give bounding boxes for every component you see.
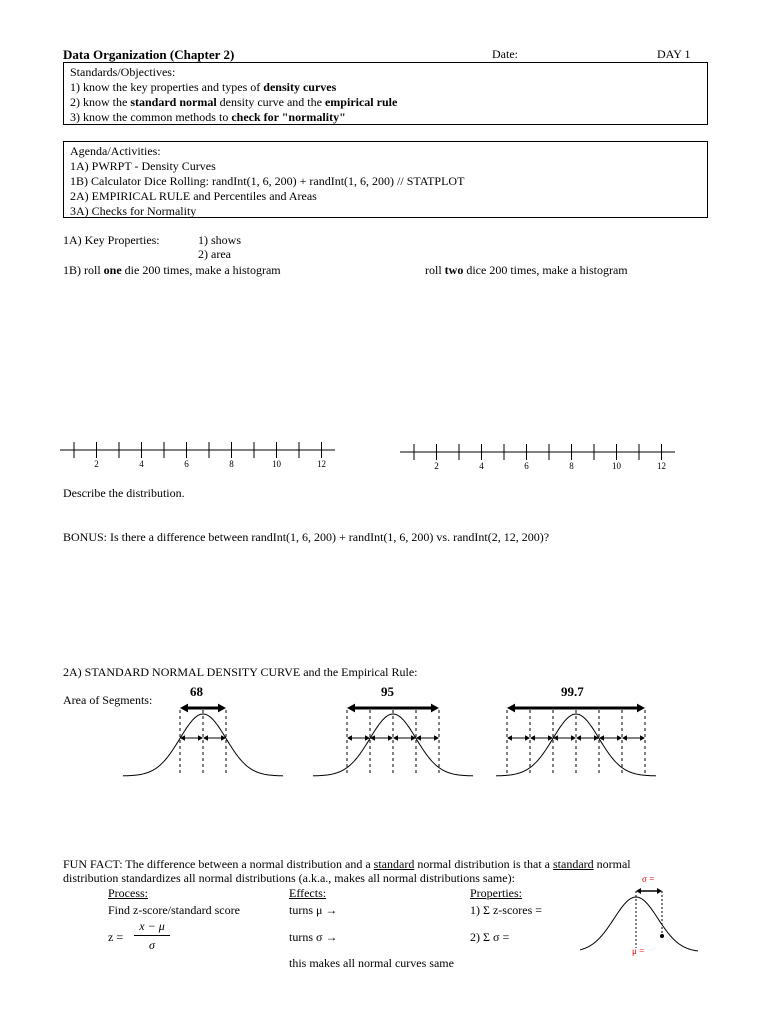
normal-curve-68: [108, 700, 298, 780]
normal-curve-95: [298, 700, 488, 780]
key-properties-label: 1A) Key Properties:: [63, 233, 160, 247]
mu-label: μ =: [632, 946, 645, 956]
fraction-bar: [134, 935, 170, 936]
fun-fact-line-2: distribution standardizes all normal distributions (a.k.a., makes all normal distributions same):: [63, 871, 515, 885]
find-z-score: Find z-score/standard score: [108, 903, 240, 917]
describe-prompt: Describe the distribution.: [63, 486, 185, 500]
z-denominator: σ: [149, 938, 155, 952]
area-of-segments-label: Area of Segments:: [63, 693, 153, 707]
roll-two-label: roll two dice 200 times, make a histogram: [425, 263, 628, 277]
properties-heading: Properties:: [470, 886, 522, 900]
tick-label: 2: [434, 461, 439, 471]
agenda-box: [63, 141, 708, 218]
standards-heading: Standards/Objectives:: [70, 65, 176, 79]
tick-label: 8: [569, 461, 574, 471]
number-line-two-dice: [400, 435, 690, 475]
agenda-heading: Agenda/Activities:: [70, 144, 161, 158]
standards-box: [63, 62, 708, 125]
sigma-label: σ =: [642, 874, 655, 884]
section-2a-heading: 2A) STANDARD NORMAL DENSITY CURVE and the Empirical Rule:: [63, 665, 418, 679]
standard-item-2: 2) know the standard normal density curve and the empirical rule: [70, 95, 398, 109]
tick-label: 8: [229, 459, 234, 469]
agenda-item: 2A) EMPIRICAL RULE and Percentiles and Areas: [70, 189, 317, 203]
standard-item-1: 1) know the key properties and types of density curves: [70, 80, 337, 94]
property-1: 1) Σ z-scores =: [470, 903, 543, 917]
day-label: DAY 1: [657, 47, 691, 61]
turns-sigma: turns σ →: [289, 930, 338, 944]
tick-label: 2: [94, 459, 99, 469]
agenda-item: 1B) Calculator Dice Rolling: randInt(1, 6, 200) + randInt(1, 6, 200) // STATPLOT: [70, 174, 465, 188]
property-2: 2) Σ σ =: [470, 930, 510, 944]
tick-label: 6: [184, 459, 189, 469]
tick-label: 6: [524, 461, 529, 471]
effects-heading: Effects:: [289, 886, 327, 900]
percent-95: 95: [381, 684, 394, 699]
fun-fact-line-1: FUN FACT: The difference between a normal distribution and a standard normal distribution is that a standard normal: [63, 857, 631, 871]
percent-68: 68: [190, 684, 203, 699]
agenda-item: 3A) Checks for Normality: [70, 204, 197, 218]
tick-label: 10: [612, 461, 621, 471]
percent-99-7: 99.7: [561, 684, 584, 699]
normal-curve-99-7: [481, 700, 671, 780]
tick-label: 4: [139, 459, 144, 469]
key-property-1: 1) shows: [198, 233, 242, 247]
bonus-question: BONUS: Is there a difference between randInt(1, 6, 200) + randInt(1, 6, 200) vs. randInt(2, 12, 200)?: [63, 530, 550, 544]
number-line-one-die: [60, 433, 350, 473]
tick-label: 4: [479, 461, 484, 471]
z-numerator: x − μ: [139, 919, 165, 933]
process-heading: Process:: [108, 886, 148, 900]
turns-mu: turns μ →: [289, 903, 338, 917]
date-label: Date:: [492, 47, 518, 61]
roll-one-label: 1B) roll one die 200 times, make a histogram: [63, 263, 281, 277]
key-property-2: 2) area: [198, 247, 231, 261]
tick-label: 12: [657, 461, 666, 471]
agenda-item: 1A) PWRPT - Density Curves: [70, 159, 216, 173]
tick-label: 12: [317, 459, 326, 469]
tick-label: 10: [272, 459, 281, 469]
z-equals: z =: [108, 930, 124, 944]
page-title: Data Organization (Chapter 2): [63, 47, 235, 62]
standard-item-3: 3) know the common methods to check for "normality": [70, 110, 346, 124]
same-curves-note: this makes all normal curves same: [289, 956, 454, 970]
